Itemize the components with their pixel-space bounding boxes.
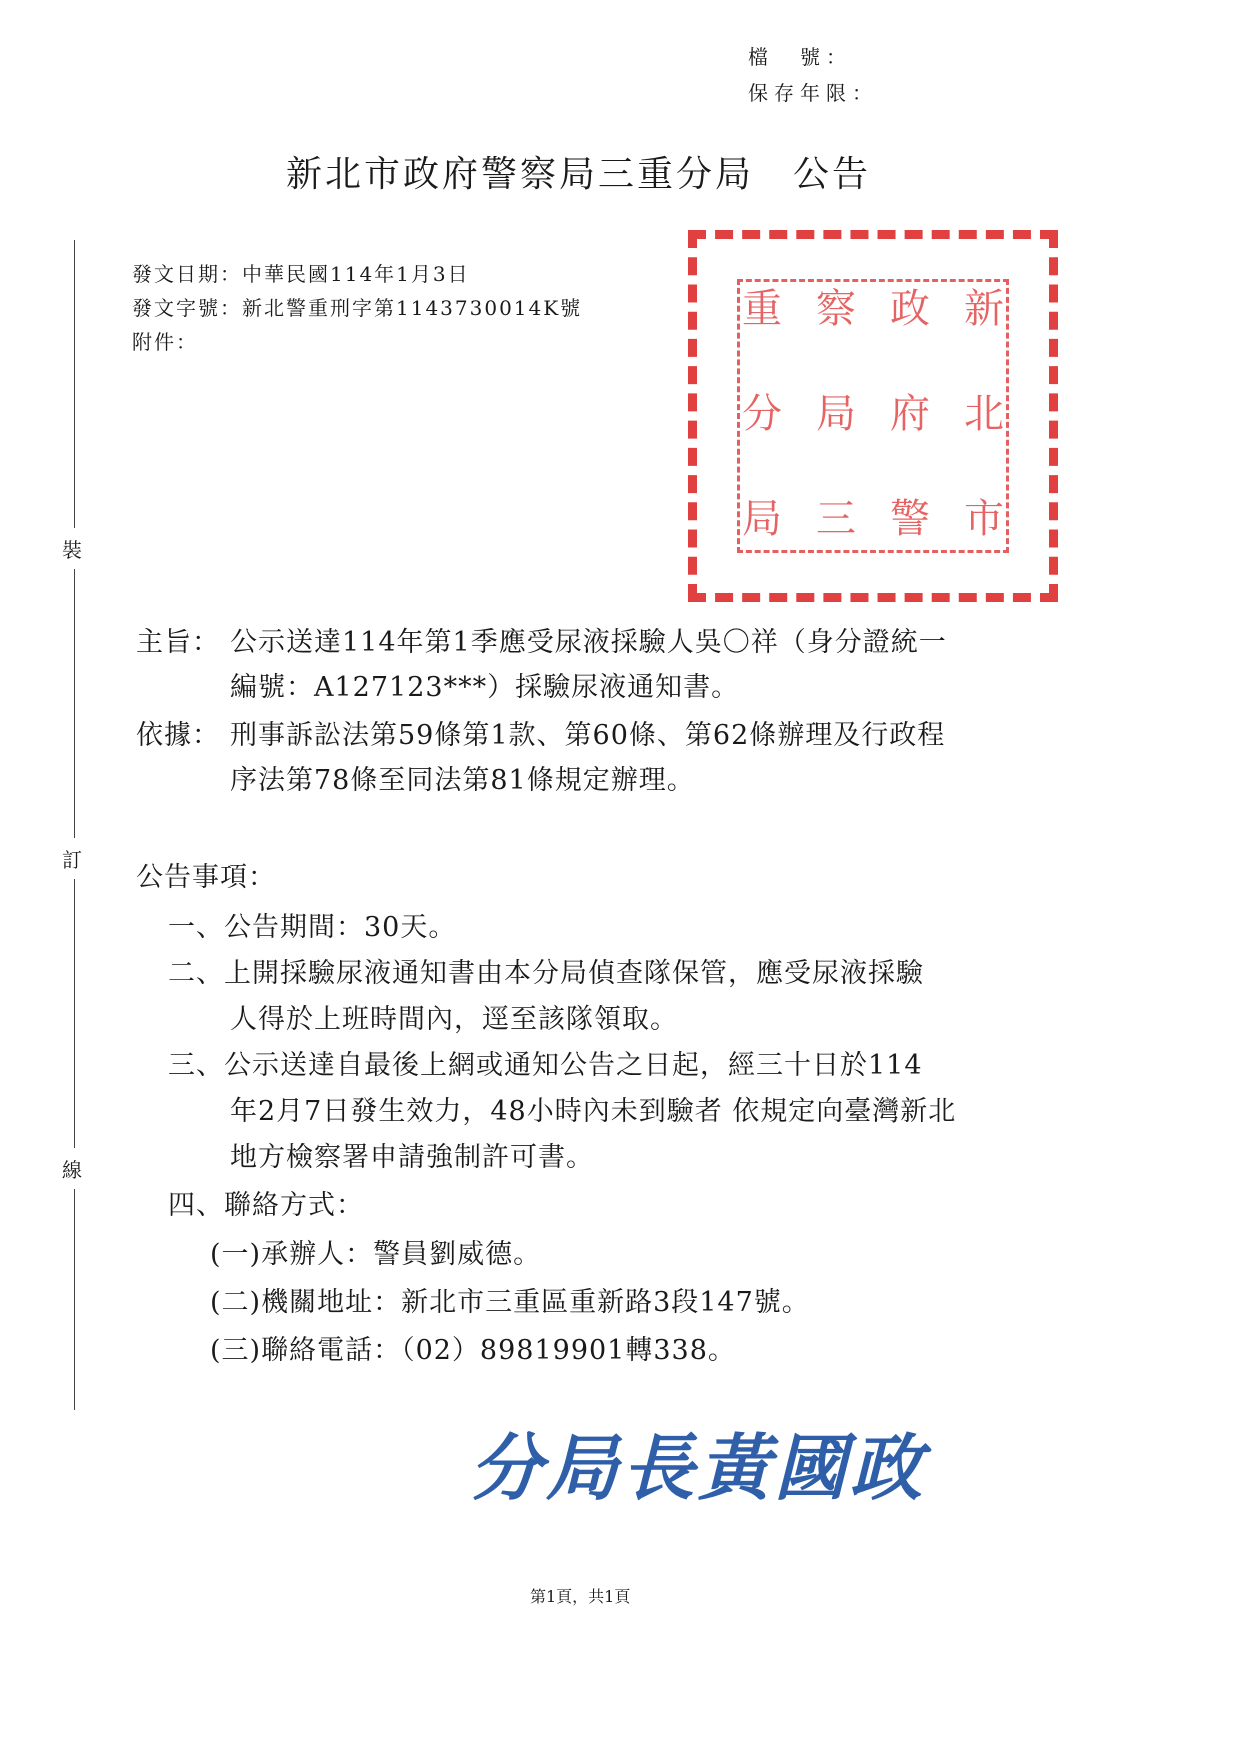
subject-line-1: 公示送達114年第1季應受尿液採驗人吳〇祥（身分證統一 xyxy=(230,627,947,658)
seal-char: 政 xyxy=(890,286,930,332)
seal-char: 局 xyxy=(816,391,856,437)
seal-char: 分 xyxy=(742,391,782,437)
seal-char: 市 xyxy=(964,496,1004,542)
binding-line xyxy=(74,240,75,1410)
contact-phone: (三)聯絡電話：（02）89819901轉338。 xyxy=(210,1335,736,1366)
seal-char: 局 xyxy=(742,496,782,542)
seal-column xyxy=(816,286,856,542)
official-seal xyxy=(688,230,1058,602)
seal-char: 府 xyxy=(890,391,930,437)
seal-char: 北 xyxy=(964,391,1004,437)
seal-char: 重 xyxy=(742,286,782,332)
binding-char-ding: 訂 xyxy=(62,838,82,879)
notice-item-2-line-2: 人得於上班時間內，逕至該隊領取。 xyxy=(230,1004,678,1035)
page-number: 第1頁，共1頁 xyxy=(530,1587,631,1606)
basis-label: 依據： xyxy=(136,720,220,751)
notice-item-3-line-3: 地方檢察署申請強制許可書。 xyxy=(230,1142,594,1173)
retention-period-label: 保存年限： xyxy=(748,81,878,105)
seal-column xyxy=(964,286,1004,542)
contact-person: (一)承辦人：警員劉威德。 xyxy=(210,1239,542,1270)
page-title: 新北市政府警察局三重分局 公告 xyxy=(286,154,872,195)
notice-item-2-line-1: 二、上開採驗尿液通知書由本分局偵查隊保管，應受尿液採驗 xyxy=(168,958,924,989)
notice-item-3-line-2: 年2月7日發生效力，48小時內未到驗者 依規定向臺灣新北 xyxy=(230,1096,957,1127)
basis-line-2: 序法第78條至同法第81條規定辦理。 xyxy=(230,765,695,796)
seal-char: 警 xyxy=(890,496,930,542)
issue-date: 發文日期：中華民國114年1月3日 xyxy=(132,262,470,286)
attachment-label: 附件： xyxy=(132,330,198,354)
subject-line-2: 編號：A127123***）採驗尿液通知書。 xyxy=(230,672,740,703)
issue-ref-number: 發文字號：新北警重刑字第1143730014K號 xyxy=(132,296,583,320)
seal-char: 察 xyxy=(816,286,856,332)
notice-item-3-line-1: 三、公示送達自最後上網或通知公告之日起，經三十日於114 xyxy=(168,1050,923,1081)
seal-char: 三 xyxy=(816,496,856,542)
seal-text xyxy=(742,286,1004,542)
notice-heading: 公告事項： xyxy=(136,862,276,893)
director-signature: 分局長黃國政 xyxy=(470,1425,927,1510)
seal-char: 新 xyxy=(964,286,1004,332)
binding-char-zhuang: 裝 xyxy=(62,528,82,569)
file-number-label: 檔 號： xyxy=(748,45,852,69)
notice-item-4: 四、聯絡方式： xyxy=(168,1190,364,1221)
binding-char-xian: 線 xyxy=(62,1148,82,1189)
notice-item-1: 一、公告期間：30天。 xyxy=(168,912,457,943)
seal-column xyxy=(890,286,930,542)
contact-address: (二)機關地址：新北市三重區重新路3段147號。 xyxy=(210,1287,810,1318)
seal-column xyxy=(742,286,782,542)
subject-label: 主旨： xyxy=(136,627,220,658)
basis-line-1: 刑事訴訟法第59條第1款、第60條、第62條辦理及行政程 xyxy=(230,720,946,751)
